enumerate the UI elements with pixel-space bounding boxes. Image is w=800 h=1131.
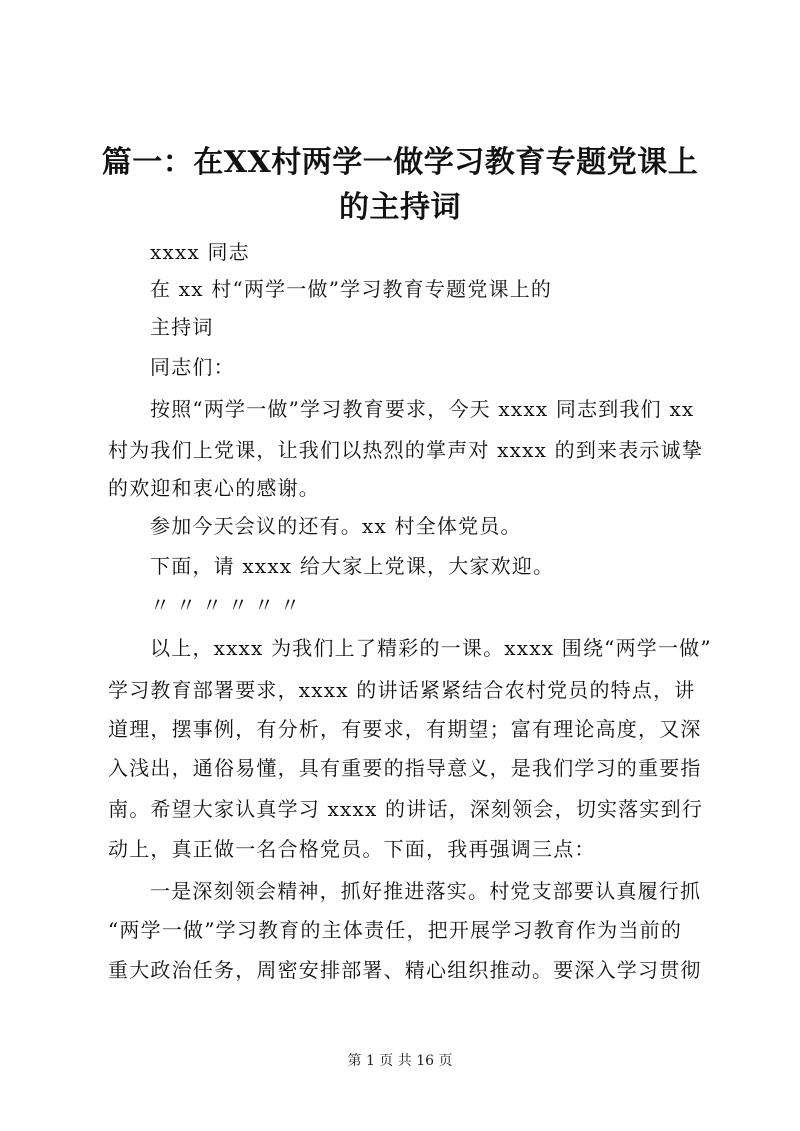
paragraph-line: 重大政治任务，周密安排部署、精心组织推动。要深入学习贯彻 (108, 958, 702, 982)
subtitle-line: 在 xx 村“两学一做”学习教育专题党课上的 (150, 277, 553, 301)
subtitle-line-2: 主持词 (150, 315, 214, 339)
paragraph-line: 南。希望大家认真学习 xxxx 的讲话，深刻领会，切实落实到行 (108, 797, 704, 821)
paragraph-line: 参加今天会议的还有。xx 村全体党员。 (150, 514, 522, 538)
salutation-line: xxxx 同志 (150, 240, 250, 264)
document-title-line-1: 篇一：在XX村两学一做学习教育专题党课上 (101, 145, 699, 180)
paragraph-line: 道理，摆事例，有分析，有要求，有期望；富有理论高度，又深 (108, 717, 702, 741)
paragraph-line: 的欢迎和衷心的感谢。 (108, 476, 320, 500)
paragraph-line: 学习教育部署要求，xxxx 的讲话紧紧结合农村党员的特点，讲 (108, 678, 696, 702)
greeting-line: 同志们： (150, 355, 235, 379)
paragraph-line: 以上，xxxx 为我们上了精彩的一课。xxxx 围绕“两学一做” (150, 636, 712, 660)
paragraph-line: 村为我们上党课，让我们以热烈的掌声对 xxxx 的到来表示诚挚 (108, 438, 704, 462)
ditto-marks-line: 〃〃〃〃〃〃 (150, 593, 306, 617)
paragraph-line: 一是深刻领会精神，抓好推进落实。村党支部要认真履行抓 (150, 879, 702, 903)
document-title-line-2: 的主持词 (339, 190, 461, 225)
paragraph-line: 入浅出，通俗易懂，具有重要的指导意义，是我们学习的重要指 (108, 756, 702, 780)
page-number-footer: 第 1 页 共 16 页 (347, 1053, 453, 1069)
paragraph-line: “两学一做”学习教育的主体责任，把开展学习教育作为当前的 (108, 918, 683, 942)
paragraph-line: 动上，真正做一名合格党员。下面，我再强调三点： (108, 837, 596, 861)
paragraph-line: 按照“两学一做”学习教育要求，今天 xxxx 同志到我们 xx (150, 397, 695, 421)
paragraph-line: 下面，请 xxxx 给大家上党课，大家欢迎。 (150, 554, 555, 578)
